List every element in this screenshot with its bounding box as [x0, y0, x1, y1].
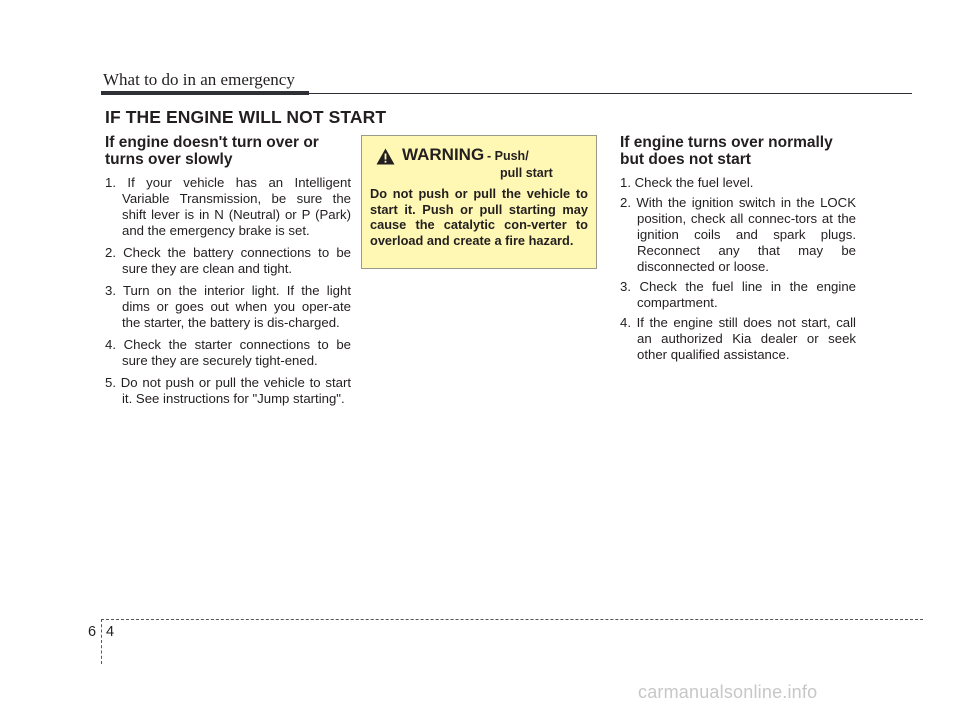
warning-box: [361, 135, 597, 269]
chapter-title: What to do in an emergency: [103, 70, 295, 89]
right-column: [620, 134, 856, 367]
warning-header: [370, 144, 588, 186]
warning-topic-line: pull start: [500, 166, 553, 180]
list-item: 5. Do not push or pull the vehicle to start it. See instructions for "Jump starting".: [105, 375, 351, 406]
list-item: 4. Check the starter connections to be sure they are securely tight-ened.: [105, 337, 351, 368]
left-column-heading: If engine doesn't turn over or turns over slowly: [105, 134, 319, 168]
header-bar: [101, 91, 309, 95]
list-item: 3. Check the fuel line in the engine compartment.: [620, 279, 856, 310]
warning-body: Do not push or pull the vehicle to start it. Push or pull starting may cause the catalytic con-verter to overload and create a fire hazard.: [370, 186, 588, 248]
list-item: 3. Turn on the interior light. If the light dims or goes out when you oper-ate the starter, the battery is dis-charged.: [105, 283, 351, 330]
list-item: 2. With the ignition switch in the LOCK position, check all connec-tors at the ignition coils and spark plugs. Reconnect any that may be disconnected or loose.: [620, 195, 856, 274]
footer-rule: [101, 619, 923, 620]
right-column-heading: If engine turns over normally but does not start: [620, 134, 833, 168]
right-steps-list: [620, 175, 856, 363]
warning-topic: [487, 148, 597, 182]
chapter-number: 6: [88, 624, 97, 640]
list-item: 2. Check the battery connections to be sure they are clean and tight.: [105, 245, 351, 276]
header-rule: [309, 93, 912, 94]
warning-label: WARNING: [402, 145, 485, 164]
warning-triangle-icon: [376, 148, 395, 165]
left-steps-list: [105, 175, 351, 407]
list-item: 1. Check the fuel level.: [620, 175, 754, 190]
list-item: 1. If your vehicle has an Intelligent Variable Transmission, be sure the shift lever is in N (Neutral) or P (Park) and the emergency brake is set.: [105, 175, 351, 238]
page-number: 4: [106, 624, 115, 640]
list-item: 4. If the engine still does not start, call an authorized Kia dealer or seek other qualified assistance.: [620, 315, 856, 362]
footer-divider: [101, 619, 102, 664]
section-title: IF THE ENGINE WILL NOT START: [105, 107, 387, 127]
warning-topic-line: - Push/: [487, 149, 529, 163]
watermark: carmanualsonline.info: [638, 682, 818, 702]
left-column: [105, 134, 351, 413]
